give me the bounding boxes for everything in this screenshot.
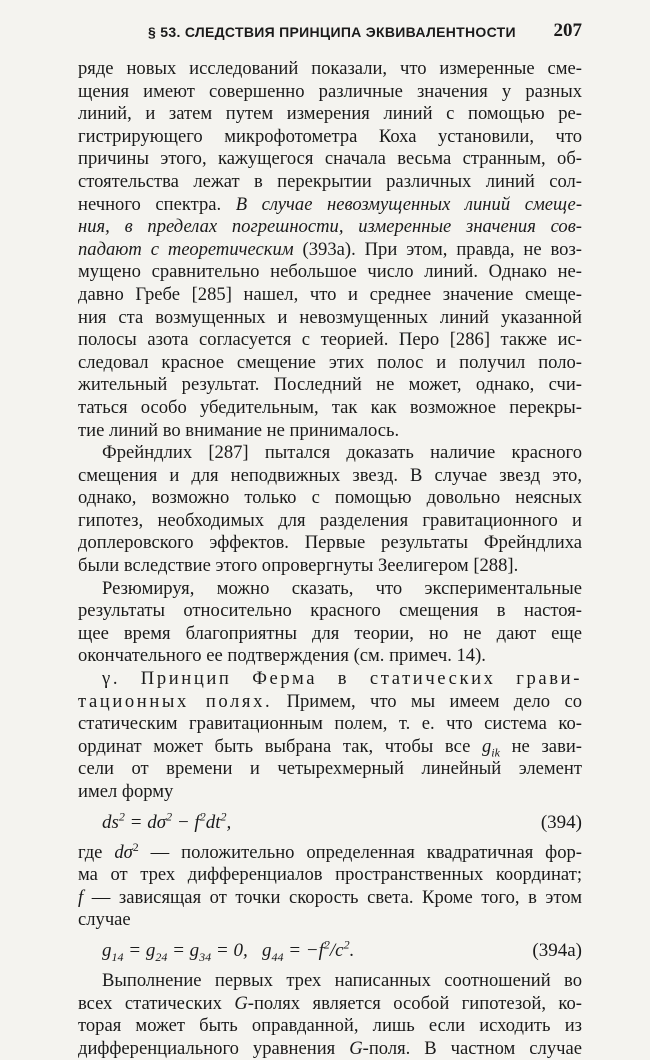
text-line: тационных полях. Примем, что мы имеем дело со: [78, 690, 582, 712]
running-header: [78, 20, 582, 44]
text-line: ординат может быть выбрана так, чтобы все $g_{ik}$ не зави-: [78, 735, 582, 759]
equation-394: $ds^2 = d\sigma^2 - f^2dt^2$, (394): [78, 804, 582, 842]
text-line: щения имеют совершенно различные значения у разных: [78, 80, 582, 102]
text-line: линий, и затем путем измерения линий с помощью ре-: [78, 103, 582, 125]
text-line: полосы азота согласуется с теорией. Перо [286] также ис-: [78, 329, 582, 351]
text-line: тие линий во внимание не принималось.: [78, 419, 400, 441]
text-line: доплеровского эффектов. Первые результаты Фрейндлиха: [78, 532, 582, 554]
text-line: смещения и для неподвижных звезд. В случае звезд это,: [78, 464, 582, 486]
text-line: окончательного ее подтверждения (см. примеч. 14).: [78, 645, 486, 667]
text-line: щее время благоприятны для теории, но не дают еще: [78, 622, 582, 644]
text-line: ния ста возмущенных и невозмущенных линий указанной: [78, 306, 582, 328]
text-line: были вследствие этого опровергнуты Зеелигером [288].: [78, 555, 519, 577]
text-line: Фрейндлих [287] пытался доказать наличие красного: [102, 442, 582, 464]
text-line: имел форму: [78, 781, 174, 802]
text-line: однако, возможно только с помощью довольно неясных: [78, 487, 582, 509]
text-line: Выполнение первых трех написанных соотношений во: [102, 969, 582, 991]
equation-number: (394а): [532, 939, 582, 961]
text-line: нечного спектра. В случае невозмущенных линий смеще-: [78, 193, 582, 215]
text-line: случае: [78, 909, 131, 931]
text-line: мущено сравнительно небольшое число линий. Однако не-: [78, 261, 582, 283]
page-number: 207: [553, 20, 582, 41]
text-line: статическим гравитационным полем, т. е. что система ко-: [78, 713, 582, 735]
text-line: ния, в пределах погрешности, измеренные значения сов-: [78, 216, 582, 238]
text-line: дифференциального уравнения G-поля. В частном случае: [78, 1037, 582, 1059]
text-line: причины этого, кажущегося сначала весьма странным, об-: [78, 148, 582, 170]
text-line: ма от трех дифференциалов пространственных координат;: [78, 864, 582, 886]
text-line: гипотез, необходимых для разделения гравитационного и: [78, 509, 582, 531]
text-line: жительный результат. Последний не может, однако, счи-: [78, 374, 582, 396]
text-line: Резюмируя, можно сказать, что экспериментальные: [102, 577, 582, 599]
text-line: таться особо убедительным, так как возможное перекры-: [78, 396, 582, 418]
text-line: всех статических G-полях является особой гипотезой, ко-: [78, 992, 582, 1014]
text-line: падают с теоретическим (393а). При этом, правда, не воз-: [78, 238, 582, 260]
text-line: торая может быть оправданной, лишь если исходить из: [78, 1015, 582, 1037]
text-line: следовал красное смещение этих полос и получил поло-: [78, 351, 582, 373]
text-line: результаты относительно красного смещения в настоя-: [78, 600, 582, 622]
equation-394a: $g_{14} = g_{24} = g_{34} = 0$, $g_{44} = -f^2/c^2$. (394а): [78, 932, 582, 970]
text-line: сели от времени и четырехмерный линейный элемент: [78, 758, 582, 780]
text-line: где $d\sigma^2$ — положительно определенная квадратичная фор-: [78, 841, 582, 863]
text-line: f — зависящая от точки скорость света. Кроме того, в этом: [78, 886, 582, 908]
text-line: гистрирующего микрофотометра Коха установили, что: [78, 125, 582, 147]
text-line: стоятельства лежат в перекрытии различных линий сол-: [78, 170, 582, 192]
subsection-heading: γ. Принцип Ферма в статических грави-: [102, 668, 582, 690]
equation-number: (394): [540, 811, 582, 833]
text-line: ряде новых исследований показали, что измеренные сме-: [78, 58, 582, 79]
section-title: § 53. СЛЕДСТВИЯ ПРИНЦИПА ЭКВИВАЛЕНТНОСТИ: [148, 24, 516, 40]
text-line: давно Гребе [285] нашел, что и среднее значение смеще-: [78, 283, 582, 305]
body-text: [78, 58, 582, 1060]
